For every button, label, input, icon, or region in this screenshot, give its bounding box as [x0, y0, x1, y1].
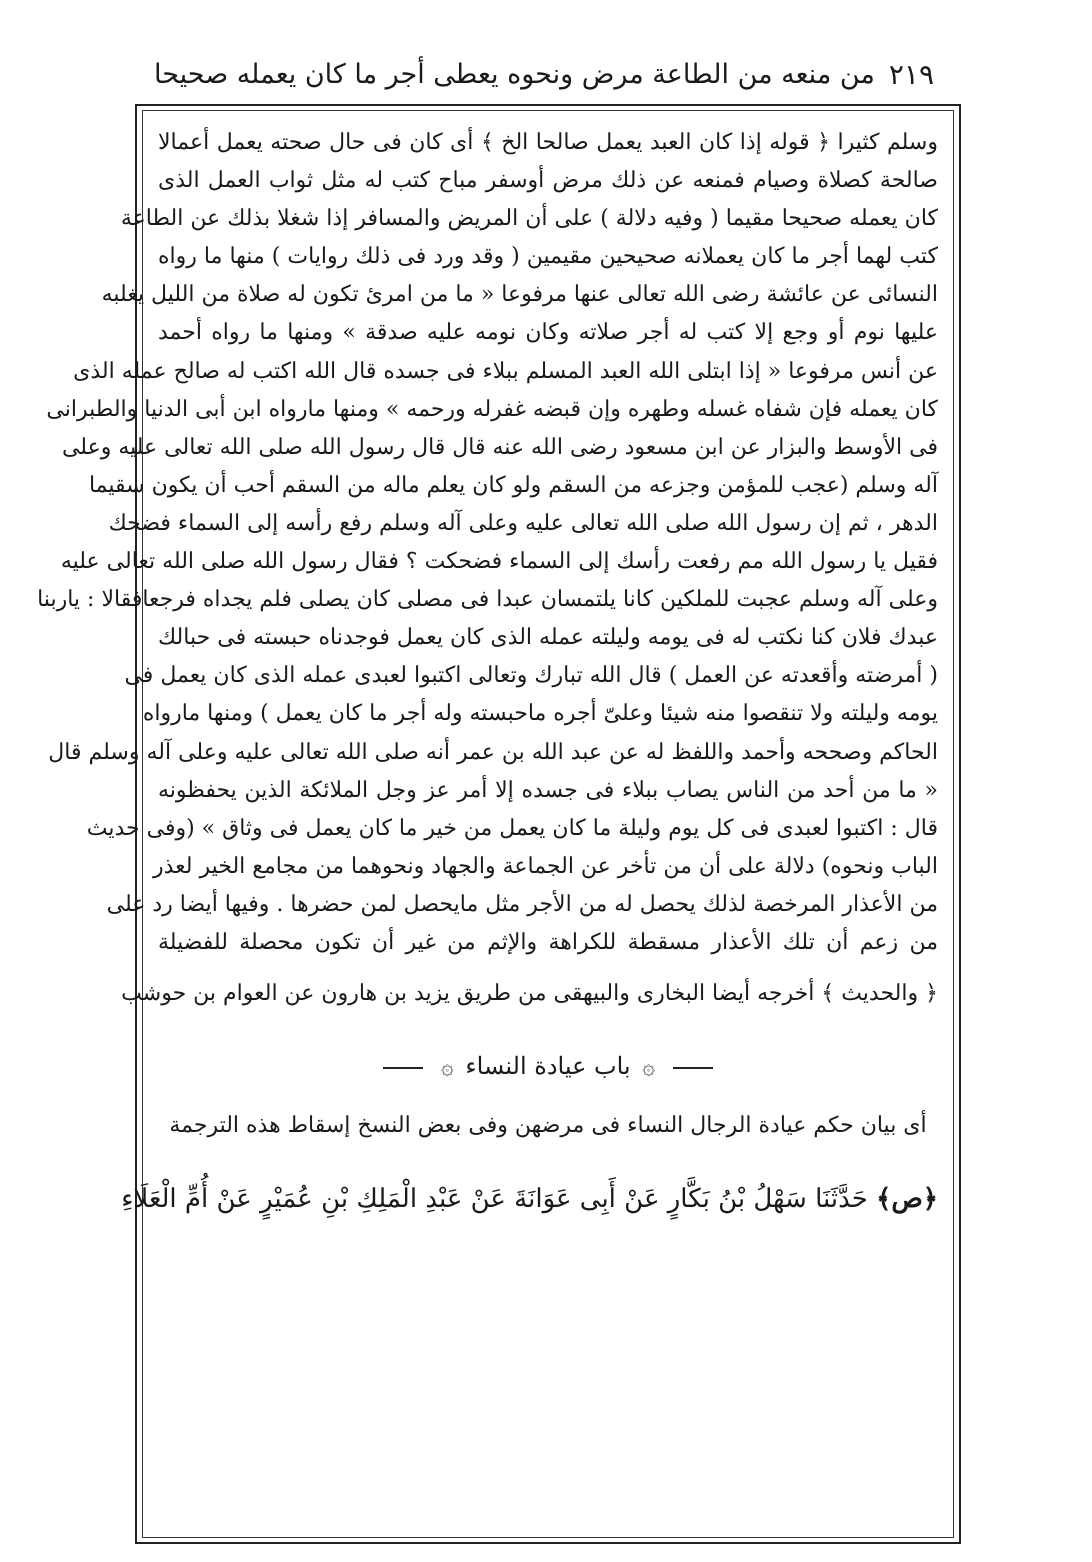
text-line: عليها نوم أو وجع إلا كتب له أجر صلاته وكان نومه عليه صدقة » ومنها ما رواه أحمد	[158, 320, 938, 346]
text-line: كان يعمله صحيحا مقيما ( وفيه دلالة ) على أن المريض والمسافر إذا شغلا بذلك عن الطاعة	[120, 206, 938, 232]
text-line: عن أنس مرفوعا « إذا ابتلى الله العبد المسلم ببلاء فى جسده قال الله اكتب له صالح عمله الذى	[73, 358, 938, 384]
text-line: عبدك فلان كنا نكتب له فى يومه وليلته عمله الذى كان يعمل فوجدناه حبسته فى حبالك	[158, 625, 938, 651]
hadith-text	[121, 1172, 938, 1226]
text-line: الدهر ، ثم إن رسول الله صلى الله تعالى عليه وعلى آله وسلم رفع رأسه إلى السماء فضحك	[108, 510, 938, 536]
text-line: آله وسلم (عجب للمؤمن وجزعه من السقم ولو كان يعلم ماله من السقم أحب أن يكون سقيما	[88, 472, 938, 498]
running-header	[140, 52, 952, 96]
text-line: يومه وليلته ولا تنقصوا منه شيئا وعلىّ أجره ماحبسته وله أجر ما كان يعمل ) ومنها مارواه	[142, 701, 938, 727]
text-line: فقيل يا رسول الله مم رفعت رأسك إلى السماء فضحكت ؟ فقال رسول الله صلى الله تعالى عليه	[60, 549, 938, 575]
text-line: ( أمرضته وأقعدته عن العمل ) قال الله تبارك وتعالى اكتبوا لعبدى عمله الذى كان يعمل فى	[124, 663, 938, 689]
text-line: من الأعذار المرخصة لذلك يحصل له من الأجر مثل مايحصل لمن حضرها . وفيها أيضا رد على	[106, 891, 938, 917]
hadith-chain: حَدَّثَنَا سَهْلُ بْنُ بَكَّارٍ عَنْ أَبِى عَوَانَةَ عَنْ عَبْدِ الْمَلِكِ بْنِ عُمَيْرٍ عَنْ أُمِّ الْعَلَاءِ	[121, 1184, 868, 1215]
reference-line: ﴿ والحديث ﴾ أخرجه أيضا البخارى والبيهقى من طريق يزيد بن هارون عن العوام بن حوشب	[121, 981, 938, 1007]
text-line: النسائى عن عائشة رضى الله تعالى عنها مرفوعا « ما من امرئ تكون له صلاة من الليل يغلبه	[101, 282, 938, 308]
commentary-text	[37, 124, 938, 962]
text-line: الحاكم وصححه وأحمد واللفظ له عن عبد الله بن عمر أنه صلى الله تعالى عليه وعلى آله وسلم قال	[48, 739, 938, 765]
page-number: ٢١٩	[888, 57, 934, 91]
page-content	[37, 124, 938, 1226]
hadith-marker: ﴿ص﴾	[876, 1184, 938, 1215]
ornament-icon: ۞	[642, 1055, 656, 1081]
heading-rule-left	[383, 1067, 423, 1069]
text-line: وعلى آله وسلم عجبت للملكين كانا يلتمسان عبدا فى مصلى كان يصلى فلم يجداه فرجعافقالا : ياربنا	[37, 587, 938, 613]
ornament-icon: ۞	[440, 1055, 454, 1081]
chapter-explanation: أى بيان حكم عيادة الرجال النساء فى مرضهن وفى بعض النسخ إسقاط هذه الترجمة	[169, 1113, 927, 1139]
text-line: صالحة كصلاة وصيام فمنعه عن ذلك مرض أوسفر مباح كتب له مثل ثواب العمل الذى	[158, 168, 938, 194]
text-line: كتب لهما أجر ما كان يعملانه صحيحين مقيمين ( وقد ورد فى ذلك روايات ) منها ما رواه	[158, 244, 938, 270]
running-title: من منعه من الطاعة مرض ونحوه يعطى أجر ما كان يعمله صحيحا	[153, 58, 875, 90]
chapter-title: باب عيادة النساء	[465, 1052, 631, 1081]
text-line: وسلم كثيرا ﴿ قوله إذا كان العبد يعمل صالحا الخ ﴾ أى كان فى حال صحته يعمل أعمالا	[158, 130, 938, 155]
text-line: كان يعمله فإن شفاه غسله وطهره وإن قبضه غفرله ورحمه » ومنها مارواه ابن أبى الدنيا والطبرانى	[46, 396, 938, 422]
text-line: من زعم أن تلك الأعذار مسقطة للكراهة والإثم من غير أن تكون محصلة للفضيلة	[158, 929, 938, 955]
heading-rule-right	[673, 1067, 713, 1069]
text-line: الباب ونحوه) دلالة على أن من تأخر عن الجماعة والجهاد ونحوهما من مجامع الخير لعذر	[153, 853, 938, 879]
chapter-heading	[158, 1044, 938, 1088]
text-line: « ما من أحد من الناس يصاب ببلاء فى جسده إلا أمر عز وجل الملائكة الذين يحفظونه	[158, 777, 938, 803]
text-line: قال : اكتبوا لعبدى فى كل يوم وليلة ما كان يعمل من خير ما كان يعمل فى وثاق » (وفى حديث	[86, 815, 938, 841]
text-line: فى الأوسط والبزار عن ابن مسعود رضى الله عنه قال قال رسول الله صلى الله تعالى عليه وعلى	[61, 434, 938, 460]
